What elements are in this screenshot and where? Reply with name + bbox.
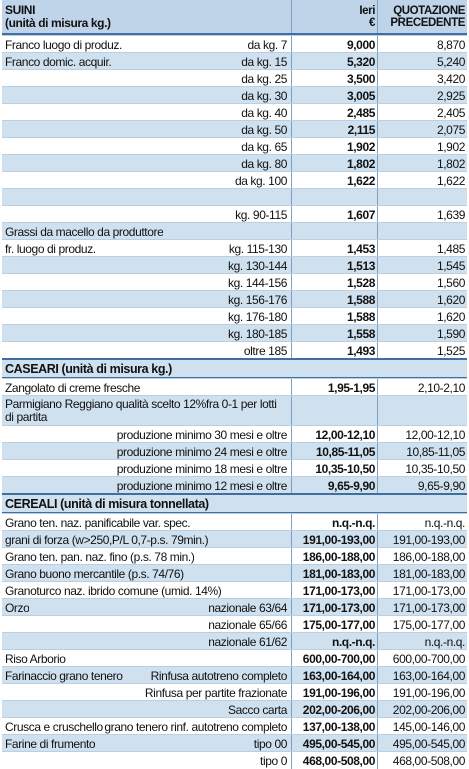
table-row (2, 513, 467, 531)
row-label-cell (2, 618, 291, 632)
row-sublabel: produzione minimo 24 mesi e oltre (116, 444, 287, 459)
row-label: Granoturco naz. ibrido comune (umid. 14%) (5, 583, 222, 598)
price-precedente: 468,00-508,00 (377, 752, 467, 769)
row-label-cell (2, 445, 291, 459)
row-label-cell (2, 669, 291, 683)
table-row (2, 564, 467, 582)
price-precedente: 1,902 (377, 138, 467, 155)
table-row (2, 459, 467, 477)
row-label-cell (2, 72, 291, 86)
row-label-cell (2, 293, 291, 307)
table-row (2, 378, 467, 396)
price-precedente: 8,870 (377, 36, 467, 53)
row-label-cell (2, 516, 291, 530)
table-row (2, 547, 467, 565)
price-ieri: 171,00-173,00 (291, 599, 377, 616)
price-precedente: n.q.-n.q. (377, 514, 467, 531)
table-row (2, 256, 467, 274)
row-label-cell (2, 550, 291, 564)
row-label-cell (2, 89, 291, 103)
header-prec-line1: QUOTAZIONE (393, 4, 465, 17)
row-sublabel: produzione minimo 12 mesi e oltre (116, 478, 287, 493)
row-label-cell (2, 686, 291, 700)
table-row (2, 188, 467, 206)
row-sublabel: produzione minimo 18 mesi e oltre (116, 461, 287, 476)
price-ieri: 1,95-1,95 (291, 379, 377, 396)
price-ieri: 495,00-545,00 (291, 735, 377, 752)
section-title: CASEARI (unità di misura kg.) (5, 361, 172, 376)
price-precedente: n.q.-n.q. (377, 633, 467, 650)
table-row (2, 476, 467, 494)
header-title-cell (2, 4, 291, 30)
row-label-cell (2, 344, 291, 358)
section-title-row (2, 360, 467, 377)
row-sublabel: kg. 115-130 (228, 241, 287, 256)
price-precedente: 5,240 (377, 53, 467, 70)
table-row (2, 290, 467, 308)
price-precedente: 191,00-196,00 (377, 684, 467, 701)
price-ieri (291, 189, 377, 206)
row-label: Franco luogo di produz. (5, 37, 122, 52)
row-sublabel: nazionale 63/64 (208, 600, 287, 615)
row-label-cell (2, 703, 291, 717)
table-header (2, 0, 467, 33)
price-ieri: 12,00-12,10 (291, 426, 377, 443)
table-row (2, 425, 467, 443)
table-row (2, 734, 467, 752)
row-label-cell (2, 720, 291, 734)
table-row (2, 69, 467, 87)
row-sublabel: Rinfusa autotreno completo (150, 668, 287, 683)
row-sublabel: da kg. 15 (241, 54, 287, 69)
price-ieri: 3,500 (291, 70, 377, 87)
row-sublabel: Sacco carta (228, 702, 287, 717)
row-sublabel: da kg. 30 (241, 88, 287, 103)
price-precedente (377, 223, 467, 240)
row-label-cell (2, 327, 291, 341)
row-sublabel: da kg. 80 (241, 156, 287, 171)
row-label-cell (2, 157, 291, 171)
row-label-cell (2, 462, 291, 476)
section-title-suini: SUINI (5, 3, 36, 17)
table-row (2, 171, 467, 189)
section-title: CEREALI (unità di misura tonnellata) (5, 496, 209, 511)
price-precedente: 175,00-177,00 (377, 616, 467, 633)
price-ieri: 163,00-164,00 (291, 667, 377, 684)
table-row (2, 239, 467, 257)
price-ieri: 1,802 (291, 155, 377, 172)
price-ieri: 2,485 (291, 104, 377, 121)
price-ieri: 10,85-11,05 (291, 443, 377, 460)
table-row (2, 137, 467, 155)
row-sublabel: da kg. 40 (241, 105, 287, 120)
price-ieri: 175,00-177,00 (291, 616, 377, 633)
price-precedente: 2,405 (377, 104, 467, 121)
row-sublabel: Rinfusa per partite frazionate (144, 685, 287, 700)
table-row (2, 222, 467, 240)
row-sublabel: kg. 144-156 (228, 275, 287, 290)
table-row (2, 649, 467, 667)
row-label: Grassi da macello da produttore (5, 224, 164, 239)
row-label-cell (2, 533, 291, 547)
row-label: Orzo (5, 600, 30, 615)
row-label-cell (2, 584, 291, 598)
price-ieri: 1,588 (291, 291, 377, 308)
price-ieri: 181,00-183,00 (291, 565, 377, 582)
price-ieri: 1,528 (291, 274, 377, 291)
row-sublabel: kg. 130-144 (228, 258, 287, 273)
row-sublabel: grano tenero rinf. autotreno completo (104, 719, 287, 734)
header-ieri (291, 0, 377, 33)
table-row (2, 581, 467, 599)
price-precedente: 1,622 (377, 172, 467, 189)
row-label-cell (2, 754, 291, 768)
row-label-cell (2, 652, 291, 666)
price-table (2, 0, 467, 768)
price-ieri: 186,00-188,00 (291, 548, 377, 565)
price-precedente (377, 396, 467, 426)
table-row (2, 103, 467, 121)
row-label-cell (2, 635, 291, 649)
table-row (2, 751, 467, 769)
price-ieri (291, 396, 377, 426)
price-precedente: 1,620 (377, 291, 467, 308)
price-ieri: 1,493 (291, 342, 377, 359)
price-ieri: 1,622 (291, 172, 377, 189)
price-precedente: 9,65-9,90 (377, 477, 467, 494)
row-label-cell (2, 140, 291, 154)
price-ieri: 1,513 (291, 257, 377, 274)
table-row (2, 273, 467, 291)
price-ieri: 2,115 (291, 121, 377, 138)
row-label: Zangolato di creme fresche (5, 380, 141, 395)
price-ieri: 202,00-206,00 (291, 701, 377, 718)
price-precedente: 145,00-146,00 (377, 718, 467, 735)
price-precedente: 1,560 (377, 274, 467, 291)
row-sublabel: da kg. 100 (234, 173, 287, 188)
price-precedente: 1,590 (377, 325, 467, 342)
price-precedente: 1,620 (377, 308, 467, 325)
price-precedente: 202,00-206,00 (377, 701, 467, 718)
price-ieri: 9,000 (291, 36, 377, 53)
table-row (2, 598, 467, 616)
table-row (2, 307, 467, 325)
row-label-cell (2, 174, 291, 188)
table-row (2, 632, 467, 650)
row-label-cell (2, 567, 291, 581)
price-ieri: 1,558 (291, 325, 377, 342)
price-ieri: n.q.-n.q. (291, 514, 377, 531)
table-row (2, 35, 467, 53)
row-label-cell (2, 38, 291, 52)
row-label: Farinaccio grano tenero (5, 668, 123, 683)
row-sublabel: tipo 00 (253, 736, 287, 751)
price-precedente: 171,00-173,00 (377, 582, 467, 599)
row-label: Grano buono mercantile (p.s. 74/76) (5, 566, 184, 581)
table-row (2, 154, 467, 172)
price-precedente: 163,00-164,00 (377, 667, 467, 684)
price-ieri: 1,453 (291, 240, 377, 257)
row-sublabel: kg. 180-185 (228, 326, 287, 341)
price-ieri: 600,00-700,00 (291, 650, 377, 667)
price-ieri: 9,65-9,90 (291, 477, 377, 494)
row-sublabel: oltre 185 (243, 343, 287, 358)
row-sublabel: da kg. 25 (241, 71, 287, 86)
row-label: grani di forza (w>250,P/L 0,7-p.s. 79min.) (5, 532, 209, 547)
row-label-cell (2, 208, 291, 222)
table-row (2, 666, 467, 684)
row-label: Parmigiano Reggiano qualità scelto 12%fra 0-1 per lotti di partita (5, 398, 277, 424)
price-ieri: 468,00-508,00 (291, 752, 377, 769)
row-label-cell (2, 310, 291, 324)
row-label: Franco domic. acquir. (5, 54, 112, 69)
row-label: Farine di frumento (5, 736, 96, 751)
row-label: Grano ten. pan. naz. fino (p.s. 78 min.) (5, 549, 195, 564)
price-precedente: 186,00-188,00 (377, 548, 467, 565)
header-prec-line2: PRECEDENTE (390, 16, 465, 29)
price-precedente: 10,35-10,50 (377, 460, 467, 477)
row-label-cell (2, 225, 291, 239)
table-row (2, 530, 467, 548)
table-row (2, 700, 467, 718)
row-label-cell (2, 479, 291, 493)
row-sublabel: nazionale 65/66 (208, 617, 287, 632)
row-sublabel: tipo 0 (260, 753, 287, 768)
row-label-cell (2, 428, 291, 442)
price-precedente: 1,525 (377, 342, 467, 359)
row-label: Grano ten. naz. panificabile var. spec. (5, 515, 191, 530)
header-ieri-unit: € (369, 16, 375, 29)
row-label: fr. luogo di produz. (5, 241, 96, 256)
row-label: Crusca e cruschello (5, 719, 103, 734)
price-precedente: 2,075 (377, 121, 467, 138)
row-label-cell (2, 276, 291, 290)
price-ieri: 191,00-196,00 (291, 684, 377, 701)
price-precedente: 2,10-2,10 (377, 379, 467, 396)
table-row (2, 717, 467, 735)
price-precedente (377, 189, 467, 206)
price-ieri: 137,00-138,00 (291, 718, 377, 735)
table-row (2, 120, 467, 138)
table-row (2, 324, 467, 342)
table-row (2, 205, 467, 223)
header-precedente (377, 0, 467, 33)
table-row (2, 395, 467, 426)
row-label-cell (2, 259, 291, 273)
row-sublabel: nazionale 61/62 (208, 634, 287, 649)
price-precedente: 1,639 (377, 206, 467, 223)
price-precedente: 1,485 (377, 240, 467, 257)
price-ieri: 5,320 (291, 53, 377, 70)
price-ieri: 171,00-173,00 (291, 582, 377, 599)
row-label-cell (2, 55, 291, 69)
row-label-cell (2, 398, 291, 424)
table-row (2, 615, 467, 633)
price-precedente: 495,00-545,00 (377, 735, 467, 752)
row-sublabel: da kg. 50 (241, 122, 287, 137)
table-row (2, 86, 467, 104)
row-label-cell (2, 737, 291, 751)
price-ieri: 1,902 (291, 138, 377, 155)
price-precedente: 10,85-11,05 (377, 443, 467, 460)
row-label-cell (2, 242, 291, 256)
price-ieri: 3,005 (291, 87, 377, 104)
price-ieri: 1,588 (291, 308, 377, 325)
row-sublabel: kg. 90-115 (235, 207, 287, 222)
table-row (2, 442, 467, 460)
price-ieri: 1,607 (291, 206, 377, 223)
price-precedente: 171,00-173,00 (377, 599, 467, 616)
row-sublabel: kg. 156-176 (228, 292, 287, 307)
section-title-row (2, 495, 467, 512)
price-precedente: 1,802 (377, 155, 467, 172)
price-ieri: n.q.-n.q. (291, 633, 377, 650)
table-row (2, 683, 467, 701)
price-ieri: 191,00-193,00 (291, 531, 377, 548)
row-sublabel: produzione minimo 30 mesi e oltre (116, 427, 287, 442)
row-sublabel: da kg. 7 (247, 37, 287, 52)
row-sublabel: da kg. 65 (241, 139, 287, 154)
price-ieri (291, 223, 377, 240)
price-precedente: 12,00-12,10 (377, 426, 467, 443)
row-sublabel: kg. 176-180 (228, 309, 287, 324)
price-precedente: 1,545 (377, 257, 467, 274)
row-label-cell (2, 601, 291, 615)
price-ieri: 10,35-10,50 (291, 460, 377, 477)
price-precedente: 181,00-183,00 (377, 565, 467, 582)
row-label-cell (2, 123, 291, 137)
table-row (2, 341, 467, 359)
price-precedente: 3,420 (377, 70, 467, 87)
price-precedente: 600,00-700,00 (377, 650, 467, 667)
row-label-cell (2, 106, 291, 120)
row-label: Riso Arborio (5, 651, 66, 666)
row-label-cell (2, 381, 291, 395)
price-precedente: 191,00-193,00 (377, 531, 467, 548)
header-ieri-label: Ieri (359, 4, 375, 17)
section-subtitle-suini: (unità di misura kg.) (5, 15, 111, 30)
table-row (2, 52, 467, 70)
price-precedente: 2,925 (377, 87, 467, 104)
